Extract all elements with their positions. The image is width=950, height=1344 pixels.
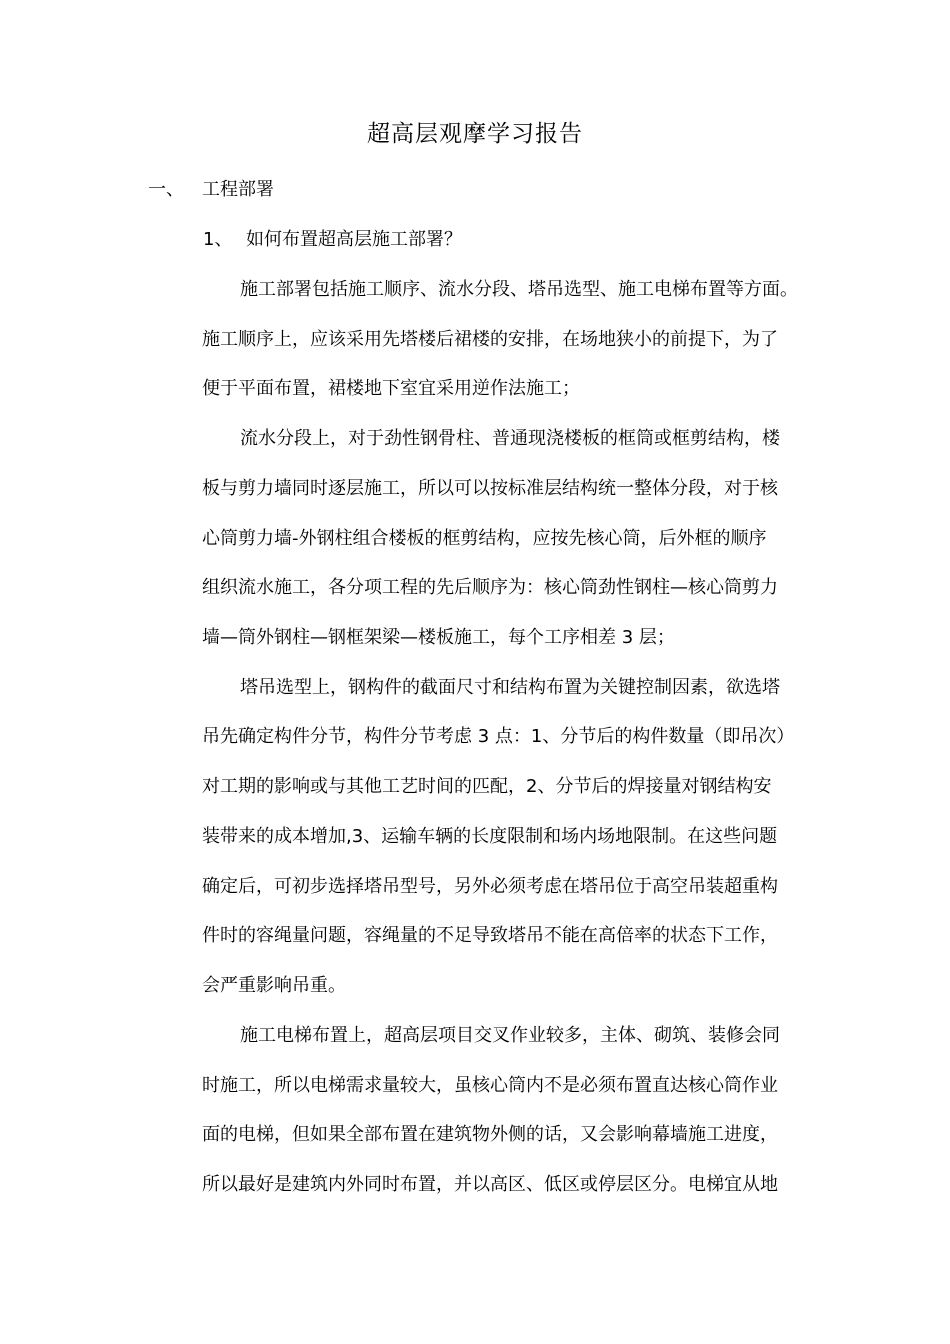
document-title: 超高层观摩学习报告 xyxy=(367,121,583,147)
text-line: 会严重影响吊重。 xyxy=(202,975,346,996)
text-line: 墙—筒外钢柱—钢框架梁—楼板施工，每个工序相差 3 层； xyxy=(202,627,675,648)
text-line: 流水分段上，对于劲性钢骨柱、普通现浇楼板的框筒或框剪结构，楼 xyxy=(240,428,780,449)
text-line: 施工部署包括施工顺序、流水分段、塔吊选型、施工电梯布置等方面。 xyxy=(240,279,798,300)
text-line: 面的电梯，但如果全部布置在建筑物外侧的话，又会影响幕墙施工进度， xyxy=(202,1124,778,1145)
text-line: 确定后，可初步选择塔吊型号，另外必须考虑在塔吊位于高空吊装超重构 xyxy=(202,876,778,897)
text-line: 便于平面布置，裙楼地下室宜采用逆作法施工； xyxy=(202,378,580,399)
text-line: 对工期的影响或与其他工艺时间的匹配，2、分节后的焊接量对钢结构安 xyxy=(202,776,772,797)
subsection-label: 如何布置超高层施工部署？ xyxy=(246,229,462,250)
section-number: 一、 xyxy=(148,179,184,200)
text-line: 板与剪力墙同时逐层施工，所以可以按标准层结构统一整体分段，对于核 xyxy=(202,478,778,499)
text-line: 组织流水施工，各分项工程的先后顺序为：核心筒劲性钢柱—核心筒剪力 xyxy=(202,577,778,598)
text-line: 施工顺序上，应该采用先塔楼后裙楼的安排，在场地狭小的前提下，为了 xyxy=(202,329,778,350)
text-line: 心筒剪力墙-外钢柱组合楼板的框剪结构，应按先核心筒，后外框的顺序 xyxy=(202,528,767,549)
text-line: 时施工，所以电梯需求量较大，虽核心筒内不是必须布置直达核心筒作业 xyxy=(202,1075,778,1096)
text-line: 吊先确定构件分节，构件分节考虑 3 点：1、分节后的构件数量（即吊次） xyxy=(202,726,795,747)
text-line: 施工电梯布置上，超高层项目交叉作业较多，主体、砌筑、装修会同 xyxy=(240,1025,780,1046)
text-line: 所以最好是建筑内外同时布置，并以高区、低区或停层区分。电梯宜从地 xyxy=(202,1174,778,1195)
text-line: 件时的容绳量问题，容绳量的不足导致塔吊不能在高倍率的状态下工作， xyxy=(202,925,778,946)
text-line: 塔吊选型上，钢构件的截面尺寸和结构布置为关键控制因素，欲选塔 xyxy=(240,677,780,698)
subsection-number: 1、 xyxy=(203,229,233,250)
section-label: 工程部署 xyxy=(202,179,274,200)
text-line: 装带来的成本增加,3、运输车辆的长度限制和场内场地限制。在这些问题 xyxy=(202,826,778,847)
